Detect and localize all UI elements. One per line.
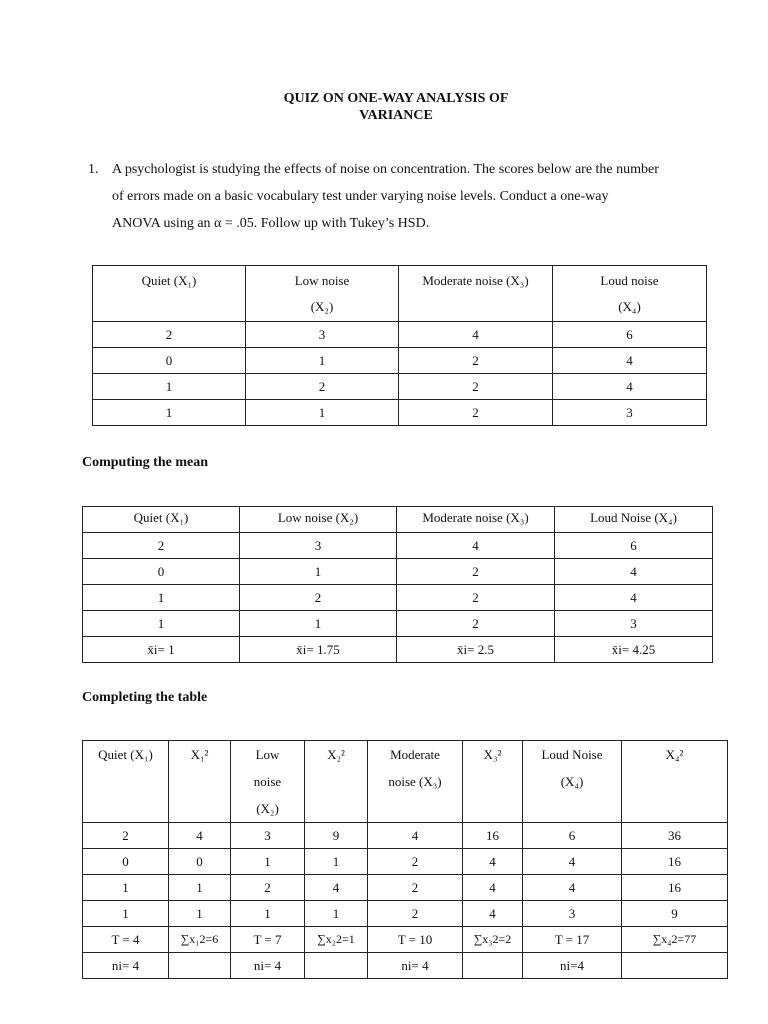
- sample-size-cell: ni= 4: [368, 953, 463, 979]
- sample-size-cell: ni= 4: [231, 953, 305, 979]
- empty-cell: [305, 953, 368, 979]
- table-cell: 4: [399, 322, 553, 348]
- table-cell: 0: [83, 849, 169, 875]
- table-cell: 2: [368, 875, 463, 901]
- mean-table: [82, 506, 713, 663]
- table-cell: 6: [555, 533, 713, 559]
- sum-squares-cell: ∑x₄2=77: [622, 927, 728, 953]
- table-row: [83, 823, 728, 849]
- table-header-row: [93, 266, 707, 322]
- table-cell: 2: [399, 348, 553, 374]
- table-cell: 2: [368, 901, 463, 927]
- mean-cell: x̄i= 4.25: [555, 637, 713, 663]
- table-cell: 4: [463, 875, 523, 901]
- table-cell: 2: [246, 374, 399, 400]
- column-header: Low noise (X₂): [240, 507, 397, 533]
- table-cell: 4: [463, 849, 523, 875]
- table-cell: 1: [83, 901, 169, 927]
- table-cell: 4: [555, 559, 713, 585]
- table-cell: 4: [523, 875, 622, 901]
- table-cell: 0: [93, 348, 246, 374]
- title-line-2: VARIANCE: [359, 108, 433, 123]
- table-cell: 3: [240, 533, 397, 559]
- table-cell: 3: [231, 823, 305, 849]
- column-header: X₄²: [622, 741, 728, 823]
- column-header: Loud Noise (X₄): [555, 507, 713, 533]
- heading-computing-mean: Computing the mean: [82, 455, 209, 470]
- total-cell: T = 17: [523, 927, 622, 953]
- table-cell: 2: [368, 849, 463, 875]
- table-cell: 4: [555, 585, 713, 611]
- table-cell: 2: [399, 374, 553, 400]
- table-cell: 4: [368, 823, 463, 849]
- sum-squares-cell: ∑x₁2=6: [169, 927, 231, 953]
- totals-row: [83, 927, 728, 953]
- table-cell: 2: [397, 585, 555, 611]
- question-number: 1.: [88, 162, 99, 177]
- table-row: [83, 875, 728, 901]
- mean-cell: x̄i= 1: [83, 637, 240, 663]
- table-cell: 6: [523, 823, 622, 849]
- table-cell: 2: [240, 585, 397, 611]
- table-row: [83, 611, 713, 637]
- table-row: [93, 374, 707, 400]
- document-title: [0, 90, 768, 124]
- table-cell: 4: [553, 374, 707, 400]
- table-row: [93, 322, 707, 348]
- table-cell: 9: [622, 901, 728, 927]
- table-row: [83, 533, 713, 559]
- column-header: X₂²: [305, 741, 368, 823]
- sample-size-cell: ni= 4: [83, 953, 169, 979]
- column-header: Loud Noise (X₄): [523, 741, 622, 823]
- table-cell: 2: [397, 559, 555, 585]
- table-cell: 1: [169, 901, 231, 927]
- total-cell: T = 4: [83, 927, 169, 953]
- column-header: Low noise (X₂): [231, 741, 305, 823]
- table-cell: 1: [240, 611, 397, 637]
- table-cell: 4: [523, 849, 622, 875]
- column-header: X₁²: [169, 741, 231, 823]
- column-header: Moderate noise (X₃): [399, 266, 553, 322]
- table-row: [83, 901, 728, 927]
- column-header: Loud noise (X₄): [553, 266, 707, 322]
- table-cell: 4: [553, 348, 707, 374]
- mean-cell: x̄i= 1.75: [240, 637, 397, 663]
- table-cell: 1: [93, 400, 246, 426]
- column-header: Moderate noise (X₃): [368, 741, 463, 823]
- sample-size-cell: ni=4: [523, 953, 622, 979]
- mean-cell: x̄i= 2.5: [397, 637, 555, 663]
- table-cell: 1: [83, 585, 240, 611]
- scores-table: [92, 265, 707, 426]
- table-cell: 1: [231, 849, 305, 875]
- table-cell: 2: [231, 875, 305, 901]
- question-line-1: A psychologist is studying the effects of noise on concentration. The scores below are the number: [112, 162, 659, 177]
- table-cell: 4: [305, 875, 368, 901]
- table-cell: 3: [523, 901, 622, 927]
- total-cell: T = 10: [368, 927, 463, 953]
- column-header: Quiet (X₁): [83, 741, 169, 823]
- table-row: [83, 849, 728, 875]
- table-cell: 4: [463, 901, 523, 927]
- heading-completing-table: Completing the table: [82, 690, 208, 705]
- column-header: X₃²: [463, 741, 523, 823]
- table-cell: 1: [169, 875, 231, 901]
- table-cell: 1: [83, 611, 240, 637]
- sum-squares-cell: ∑x₂2=1: [305, 927, 368, 953]
- column-header: Quiet (X₁): [93, 266, 246, 322]
- table-cell: 1: [246, 400, 399, 426]
- column-header: Low noise (X₂): [246, 266, 399, 322]
- sample-size-row: [83, 953, 728, 979]
- table-cell: 1: [305, 901, 368, 927]
- mean-row: [83, 637, 713, 663]
- table-cell: 16: [463, 823, 523, 849]
- table-row: [93, 348, 707, 374]
- table-cell: 2: [83, 533, 240, 559]
- table-header-row: [83, 507, 713, 533]
- question-text: [112, 156, 702, 237]
- table-cell: 1: [231, 901, 305, 927]
- table-cell: 1: [83, 875, 169, 901]
- table-cell: 2: [399, 400, 553, 426]
- question-line-2: of errors made on a basic vocabulary test under varying noise levels. Conduct a one-way: [112, 189, 609, 204]
- table-cell: 2: [397, 611, 555, 637]
- column-header: Quiet (X₁): [83, 507, 240, 533]
- title-line-1: QUIZ ON ONE-WAY ANALYSIS OF: [283, 91, 509, 106]
- table-cell: 3: [246, 322, 399, 348]
- table-row: [83, 559, 713, 585]
- total-cell: T = 7: [231, 927, 305, 953]
- table-cell: 0: [83, 559, 240, 585]
- table-cell: 9: [305, 823, 368, 849]
- table-cell: 2: [83, 823, 169, 849]
- table-header-row: [83, 741, 728, 823]
- empty-cell: [463, 953, 523, 979]
- question-1: [88, 156, 702, 237]
- table-cell: 6: [553, 322, 707, 348]
- question-line-3: ANOVA using an α = .05. Follow up with Tukey’s HSD.: [112, 216, 430, 231]
- table-cell: 3: [553, 400, 707, 426]
- table-row: [93, 400, 707, 426]
- table-cell: 1: [240, 559, 397, 585]
- sum-squares-cell: ∑x₃2=2: [463, 927, 523, 953]
- table-cell: 4: [397, 533, 555, 559]
- completed-table: [82, 740, 728, 979]
- table-cell: 2: [93, 322, 246, 348]
- table-cell: 4: [169, 823, 231, 849]
- empty-cell: [169, 953, 231, 979]
- table-cell: 16: [622, 849, 728, 875]
- table-cell: 0: [169, 849, 231, 875]
- table-cell: 36: [622, 823, 728, 849]
- table-cell: 3: [555, 611, 713, 637]
- table-cell: 1: [305, 849, 368, 875]
- table-row: [83, 585, 713, 611]
- column-header: Moderate noise (X₃): [397, 507, 555, 533]
- table-cell: 1: [93, 374, 246, 400]
- empty-cell: [622, 953, 728, 979]
- table-cell: 1: [246, 348, 399, 374]
- table-cell: 16: [622, 875, 728, 901]
